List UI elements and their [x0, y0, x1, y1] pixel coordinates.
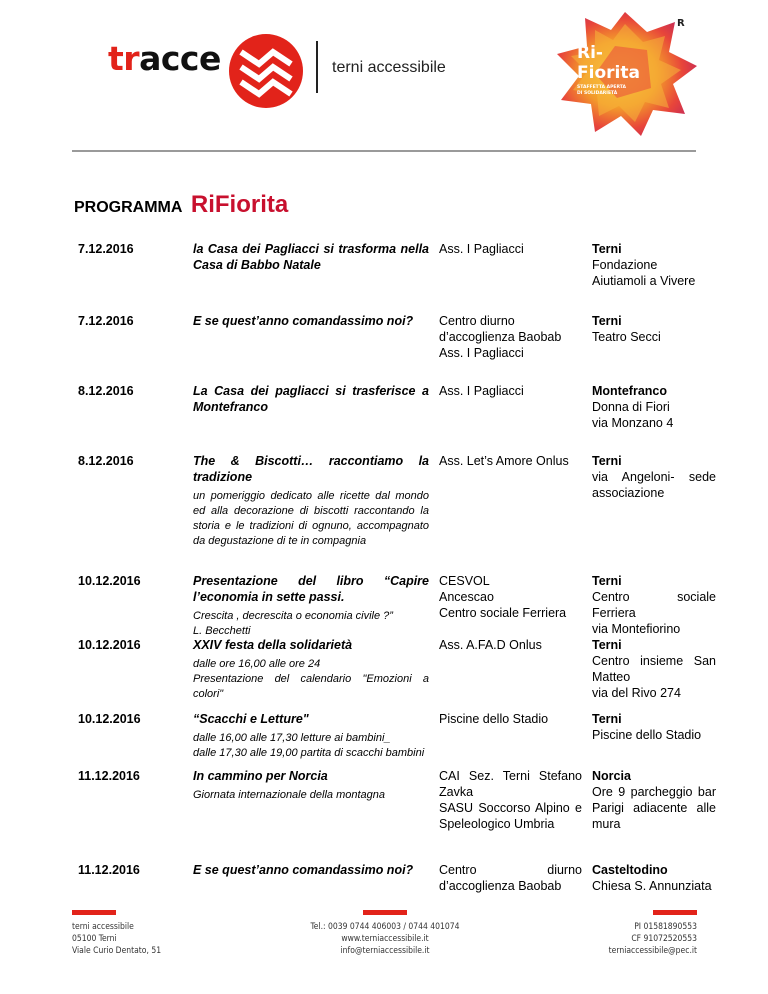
row-place: [592, 862, 716, 894]
row-city: Terni: [592, 638, 622, 652]
row-event-title: XXIV festa della solidarietà: [193, 638, 353, 652]
row-place: [592, 383, 716, 431]
row-event: [193, 383, 429, 415]
header-rule: [72, 150, 696, 152]
row-city: Terni: [592, 242, 622, 256]
row-date: 8.12.2016: [78, 454, 134, 468]
row-place: [592, 453, 716, 501]
row-event: [193, 862, 429, 878]
row-venue: Piscine dello Stadio: [592, 728, 702, 742]
logo-wordmark-prefix: tr: [108, 39, 140, 78]
logo-wordmark-rest: acce: [139, 39, 221, 78]
row-event-description: dalle ore 16,00 alle ore 24 Presentazione del calendario "Emozioni a colori": [193, 658, 429, 700]
row-date: 8.12.2016: [78, 384, 134, 398]
row-place: [592, 637, 716, 701]
footer-center-line: Tel.: 0039 0744 406003 / 0744 401074: [310, 922, 460, 932]
row-event: [193, 453, 429, 549]
row-city: Norcia: [592, 769, 631, 783]
footer-left-line: 05100 Terni: [72, 934, 117, 944]
footer-center: [290, 921, 480, 957]
footer-right: [560, 921, 697, 957]
row-city: Casteltodino: [592, 863, 668, 877]
poster-title-line2: Fiorita: [577, 63, 640, 83]
logo-wordmark: [108, 39, 221, 78]
row-event-title: La Casa dei pagliacci si trasferisce a Montefranco: [193, 384, 429, 414]
row-place: [592, 768, 716, 832]
poster-tagline-2: DI SOLIDARIETÀ: [577, 91, 618, 96]
row-city: Montefranco: [592, 384, 667, 398]
row-event-title: In cammino per Norcia: [193, 769, 328, 783]
row-date: 11.12.2016: [78, 769, 140, 783]
row-venue: Teatro Secci: [592, 330, 661, 344]
row-date: 7.12.2016: [78, 314, 134, 328]
footer-center-line: www.terniaccessibile.it: [341, 934, 429, 944]
row-organizer: CAI Sez. Terni Stefano Zavka SASU Soccorso Alpino e Speleologico Umbria: [439, 769, 582, 831]
row-city: Terni: [592, 574, 622, 588]
row-organizer: Ass. I Pagliacci: [439, 384, 524, 398]
row-date: 10.12.2016: [78, 712, 141, 726]
poster-badge: R: [677, 18, 685, 29]
row-date: 11.12.2016: [78, 863, 140, 877]
row-date: 10.12.2016: [78, 638, 141, 652]
row-organizer: Ass. A.FA.D Onlus: [439, 638, 542, 652]
row-event-title: The & Biscotti… raccontiamo la tradizione: [193, 454, 429, 484]
row-event-title: Presentazione del libro “Capire l’economia in sette passi.: [193, 574, 429, 604]
footer-right-line: CF 91072520553: [631, 934, 697, 944]
logo-divider: [316, 41, 318, 93]
row-event: [193, 711, 429, 761]
footer-right-line: PI 01581890553: [634, 922, 697, 932]
footer-bar-center: [363, 910, 407, 915]
row-organizer: Centro diurno d’accoglienza Baobab: [439, 863, 582, 893]
page-title-prefix: PROGRAMMA: [74, 199, 183, 216]
row-city: Terni: [592, 454, 622, 468]
row-organizer: Centro diurno d’accoglienza Baobab Ass. I Pagliacci: [439, 314, 562, 360]
logo-subtitle: terni accessibile: [332, 59, 446, 76]
footer-bar-left: [72, 910, 116, 915]
footer-left-line: Viale Curio Dentato, 51: [72, 946, 162, 956]
poster-title-line1: Ri-: [577, 43, 603, 63]
page-title: [74, 193, 288, 217]
poster-tagline-1: STAFFETTA APERTA: [577, 85, 626, 90]
row-organizer: Ass. I Pagliacci: [439, 242, 524, 256]
row-event-title: la Casa dei Pagliacci si trasforma nella Casa di Babbo Natale: [193, 242, 429, 272]
row-event-description: dalle 16,00 alle 17,30 letture ai bambini_ dalle 17,30 alle 19,00 partita di scacchi bambini: [193, 732, 425, 759]
row-city: Terni: [592, 314, 622, 328]
row-place: [592, 313, 716, 345]
row-event: [193, 768, 429, 803]
row-organizer: CESVOL Ancescao Centro sociale Ferriera: [439, 574, 567, 620]
row-event: [193, 241, 429, 273]
row-event-description: Crescita , decrescita o economia civile ?” L. Becchetti: [193, 610, 393, 637]
footer-bar-right: [653, 910, 697, 915]
row-venue: Centro insieme San Matteo via del Rivo 274: [592, 654, 716, 700]
row-date: 7.12.2016: [78, 242, 134, 256]
row-organizer: Ass. Let’s Amore Onlus: [439, 454, 569, 468]
row-venue: Donna di Fiori via Monzano 4: [592, 400, 674, 430]
row-venue: Fondazione Aiutiamoli a Vivere: [592, 258, 696, 288]
row-date: 10.12.2016: [78, 574, 141, 588]
page-title-name: RiFiorita: [190, 191, 289, 218]
row-venue: Chiesa S. Annunziata: [592, 879, 712, 893]
row-venue: Ore 9 parcheggio bar Parigi adiacente alle mura: [592, 785, 716, 831]
row-place: [592, 711, 716, 743]
row-event: [193, 313, 429, 329]
row-event-title: E se quest’anno comandassimo noi?: [193, 863, 414, 877]
row-event: [193, 637, 429, 702]
row-event-title: “Scacchi e Letture": [193, 712, 309, 726]
row-venue: Centro sociale Ferriera via Montefiorino: [592, 590, 716, 636]
row-event-description: Giornata internazionale della montagna: [193, 789, 386, 801]
row-event-description: un pomeriggio dedicato alle ricette dal mondo ed alla decorazione di biscotti raccontando la storia e le tradizioni di ognuno, accompagnato da degustazione di te in compagnia: [193, 490, 429, 547]
footer-left: [72, 921, 161, 957]
row-place: [592, 573, 716, 637]
footer-left-line: terni accessibile: [72, 922, 134, 932]
rifiorita-poster: [555, 10, 701, 138]
footer-right-line: terniaccessibile@pec.it: [608, 946, 697, 956]
row-event: [193, 573, 429, 639]
row-event-title: E se quest’anno comandassimo noi?: [193, 314, 414, 328]
row-city: Terni: [592, 712, 622, 726]
row-organizer: Piscine dello Stadio: [439, 712, 549, 726]
row-place: [592, 241, 716, 289]
logo-mark-icon: [229, 34, 303, 108]
footer-center-line: info@terniaccessibile.it: [340, 946, 430, 956]
row-venue: via Angeloni- sede associazione: [592, 470, 716, 500]
